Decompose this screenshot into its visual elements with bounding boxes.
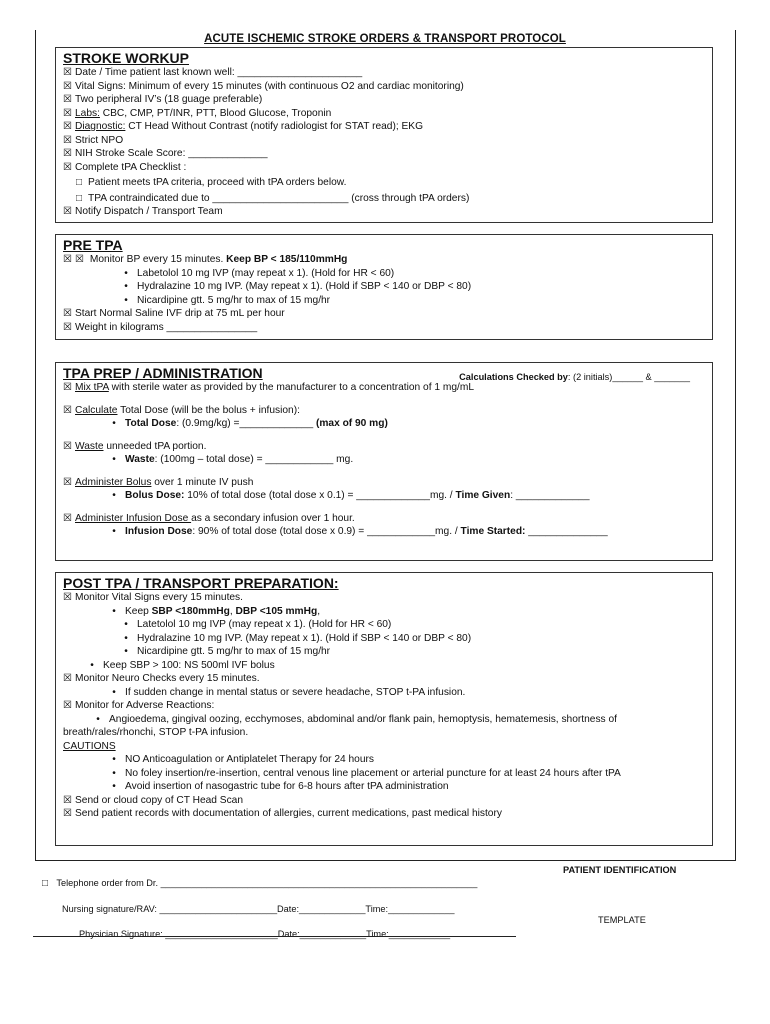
- vital-signs: Vital Signs: Minimum of every 15 minutes (with continuous O2 and cardiac monitoring): [75, 80, 464, 92]
- checkbox-icon[interactable]: ☒: [63, 794, 72, 806]
- checkbox-icon[interactable]: ☒: [75, 254, 84, 265]
- physician-signature[interactable]: Physician Signature: ______________________Date:_____________Time:____________: [79, 929, 451, 939]
- nicardipine: Nicardipine gtt. 5 mg/hr to max of 15 mg/hr: [137, 294, 331, 306]
- time-given-label: Time Given: [455, 490, 511, 501]
- mix-tpa-text: with sterile water as provided by the manufacturer to a concentration of 1 mg/mL: [108, 382, 475, 393]
- post-tpa-heading: POST TPA / TRANSPORT PREPARATION:: [63, 575, 339, 591]
- monitor-bp: Monitor BP every 15 minutes.: [89, 254, 227, 265]
- checkbox-icon[interactable]: ☒: [63, 321, 72, 333]
- checkbox-icon[interactable]: ☒: [63, 382, 72, 393]
- tpa-checklist: Complete tPA Checklist :: [75, 161, 187, 173]
- bolus-text: over 1 minute IV push: [151, 476, 254, 488]
- last-known-well: Date / Time patient last known well: ______________________: [75, 67, 363, 78]
- peripheral-ivs: Two peripheral IV’s (18 guage preferable): [75, 94, 263, 105]
- checkbox-icon[interactable]: ☒: [63, 808, 72, 819]
- post-tpa-section: POST TPA / TRANSPORT PREPARATION: ☒ Monitor Vital Signs every 15 minutes. • Keep SBP <180mmHg, DBP <105 mmHg, • Latetolol 10 mg IVP (may repeat x 1). (Hold for HR < 60) • Hydralazine 10 mg IVP. (May repeat x 1). (Hold if SBP < 140 or DBP < 80) • Nicardipine gtt. 5 mg/hr to max of 15 mg/hr • Keep SBP > 100: NS 500ml IVF bolus ☒ Monitor Neuro Checks every 15 minutes. • If sudden change in mental status or severe headache, STOP t-PA infusion. ☒ Monitor for Adverse Reactions: • Angioedema, gingival oozing, ecchymoses, abdominal and/or flank pain, hemoptysis, hematemesis, shortness of breath/rales/rhonchi, STOP t-PA infusion. CAUTIONS • NO Anticoagulation or Antiplatelet Therapy for 24 hours • No foley insertion/re-insertion, central venous line placement or arterial puncture for at least 24 hours after tPA • Avoid insertion of nasogastric tube for 6-8 hours after tPA administration ☒ Send or cloud copy of CT Head Scan ☒ Send patient records with documentation of allergies, current medications, past medical history: [55, 572, 713, 846]
- waste-line: : (100mg – total dose) = ____________ mg.: [154, 454, 354, 465]
- tpa-admin-heading: TPA PREP / ADMINISTRATION: [63, 365, 263, 381]
- bolus-dose-line: 10% of total dose (total dose x 0.1) = _____________mg. /: [184, 490, 456, 501]
- post-nicardipine: Nicardipine gtt. 5 mg/hr to max of 15 mg/hr: [137, 646, 331, 657]
- strict-npo: Strict NPO: [75, 134, 124, 146]
- time-given-line: : _____________: [510, 490, 590, 501]
- waste-text: unneeded tPA portion.: [103, 440, 207, 452]
- calculate-text: Total Dose (will be the bolus + infusion):: [117, 404, 300, 416]
- caution-ng-tube: Avoid insertion of nasogastric tube for 6-8 hours after tPA administration: [125, 781, 449, 792]
- empty-checkbox-icon[interactable]: □: [76, 192, 83, 204]
- bolus-dose-label: Bolus Dose:: [125, 490, 185, 501]
- checkbox-icon[interactable]: ☒: [63, 121, 72, 132]
- checkbox-icon[interactable]: ☒: [63, 161, 72, 173]
- labs-text: CBC, CMP, PT/INR, PTT, Blood Glucose, Troponin: [99, 107, 332, 119]
- max-dose: (max of 90 mg): [315, 418, 388, 429]
- diagnostic-text: CT Head Without Contrast (notify radiologist for STAT read); EKG: [125, 121, 424, 132]
- checkbox-icon[interactable]: ☒: [63, 107, 72, 119]
- post-labetolol: Latetolol 10 mg IVP (may repeat x 1). (Hold for HR < 60): [137, 619, 392, 630]
- labetolol: Labetolol 10 mg IVP (may repeat x 1). (Hold for HR < 60): [137, 267, 395, 279]
- keep-dbp: DBP <105 mmHg: [235, 605, 318, 617]
- pre-tpa-heading: PRE TPA: [63, 237, 123, 253]
- neuro-stop: If sudden change in mental status or severe headache, STOP t-PA infusion.: [125, 686, 466, 698]
- keep-bp: Keep BP < 185/110mmHg: [226, 254, 348, 265]
- checkbox-icon[interactable]: ☒: [63, 67, 72, 78]
- hydralazine: Hydralazine 10 mg IVP. (May repeat x 1). (Hold if SBP < 140 or DBP < 80): [137, 281, 472, 292]
- infusion-dose-line: : 90% of total dose (total dose x 0.9) = ____________mg. /: [192, 526, 461, 537]
- checkbox-icon[interactable]: ☒: [63, 592, 72, 603]
- time-started-line: ______________: [525, 526, 608, 537]
- waste-label: Waste: [75, 440, 104, 452]
- checkbox-icon[interactable]: ☒: [63, 148, 72, 159]
- total-dose-label: Total Dose: [125, 418, 177, 429]
- checkbox-icon[interactable]: ☒: [63, 673, 72, 684]
- tpa-criteria-met: Patient meets tPA criteria, proceed with tPA orders below.: [88, 177, 347, 188]
- send-ct: Send or cloud copy of CT Head Scan: [75, 794, 244, 806]
- adverse-reactions: Monitor for Adverse Reactions:: [75, 700, 215, 711]
- checkbox-icon[interactable]: ☒: [63, 700, 72, 711]
- send-records: Send patient records with documentation of allergies, current medications, past medical history: [75, 808, 502, 819]
- weight-kg: Weight in kilograms ________________: [75, 321, 258, 333]
- checkbox-icon[interactable]: ☒: [63, 440, 72, 452]
- nursing-signature[interactable]: Nursing signature/RAV: _______________________Date:_____________Time:_____________: [62, 904, 455, 914]
- checkbox-icon[interactable]: ☒: [63, 308, 72, 319]
- keep-sbp: SBP <180mmHg: [151, 605, 230, 617]
- mix-tpa-label: Mix tPA: [75, 382, 109, 393]
- caution-foley: No foley insertion/re-insertion, central venous line placement or arterial puncture for at least 24 hours after tPA: [125, 767, 621, 779]
- infusion-label: Administer Infusion Dose: [75, 512, 192, 524]
- page-title: ACUTE ISCHEMIC STROKE ORDERS & TRANSPORT PROTOCOL: [204, 33, 566, 45]
- checkbox-icon[interactable]: ☒: [63, 134, 72, 146]
- labs-label: Labs:: [75, 107, 100, 119]
- tpa-contraindicated: TPA contraindicated due to ________________________ (cross through tPA orders): [88, 192, 470, 204]
- checkbox-icon[interactable]: ☒: [63, 512, 72, 524]
- pre-tpa-section: PRE TPA ☒ ☒ Monitor BP every 15 minutes. Keep BP < 185/110mmHg • Labetolol 10 mg IVP (may repeat x 1). (Hold for HR < 60) • Hydralazine 10 mg IVP. (May repeat x 1). (Hold if SBP < 140 or DBP < 80) • Nicardipine gtt. 5 mg/hr to max of 15 mg/hr ☒ Start Normal Saline IVF drip at 75 mL per hour ☒ Weight in kilograms ________________: [55, 234, 713, 340]
- waste-bold: Waste: [125, 454, 155, 465]
- total-dose-line: : (0.9mg/kg) =_____________: [176, 418, 316, 429]
- empty-checkbox-icon[interactable]: □: [76, 177, 83, 188]
- post-hydralazine: Hydralazine 10 mg IVP. (May repeat x 1). (Hold if SBP < 140 or DBP < 80): [137, 632, 472, 644]
- caution-anticoagulation: NO Anticoagulation or Antiplatelet Therapy for 24 hours: [125, 754, 374, 765]
- checkbox-icon[interactable]: ☒: [63, 206, 72, 217]
- adverse-list-cont: breath/rales/rhonchi, STOP t-PA infusion.: [63, 727, 249, 738]
- stroke-workup-heading: STROKE WORKUP: [63, 50, 189, 66]
- nih-score: NIH Stroke Scale Score: ______________: [75, 148, 268, 159]
- tpa-admin-section: TPA PREP / ADMINISTRATION Calculations Checked by: (2 initials)______ & _______ ☒ Mix tPA with sterile water as provided by the manufacturer to a concentration of 1 mg/mL ☒ Calculate Total Dose (will be the bolus + infusion): • Total Dose: (0.9mg/kg) =_____________ (max of 90 mg) ☒ Waste unneeded tPA portion. • Waste: (100mg – total dose) = ____________ mg. ☒ Administer Bolus over 1 minute IV push • Bolus Dose: 10% of total dose (total dose x 0.1) = _____________mg. / Time Given: _____________ ☒ Administer Infusion Dose as a secondary infusion over 1 hour. • Infusion Dose: 90% of total dose (total dose x 0.9) = ____________mg. / Time Started: ______________: [55, 362, 713, 561]
- diagnostic-label: Diagnostic:: [75, 121, 126, 132]
- checkbox-icon[interactable]: ☒: [63, 404, 72, 416]
- telephone-order: □ Telephone order from Dr. ______________________________________________________________: [42, 878, 478, 889]
- patient-identification: PATIENT IDENTIFICATION: [563, 865, 677, 875]
- calculations-checked: Calculations Checked by: (2 initials)______ & _______: [459, 372, 690, 382]
- empty-checkbox-icon[interactable]: □: [42, 878, 49, 889]
- footer-divider: [33, 936, 516, 937]
- notify-dispatch: Notify Dispatch / Transport Team: [75, 206, 223, 217]
- infusion-text: as a secondary infusion over 1 hour.: [191, 512, 355, 524]
- checkbox-icon[interactable]: ☒: [63, 476, 72, 488]
- time-started-label: Time Started:: [460, 526, 526, 537]
- bolus-label: Administer Bolus: [75, 476, 152, 488]
- infusion-dose-label: Infusion Dose: [125, 526, 193, 537]
- calculate-label: Calculate: [75, 404, 118, 416]
- checkbox-icon[interactable]: ☒: [63, 94, 72, 105]
- neuro-checks: Monitor Neuro Checks every 15 minutes.: [75, 673, 260, 684]
- stroke-workup-section: [55, 47, 713, 223]
- monitor-vitals: Monitor Vital Signs every 15 minutes.: [75, 592, 243, 603]
- template-label: TEMPLATE: [598, 915, 646, 925]
- adverse-list: Angioedema, gingival oozing, ecchymoses, abdominal and/or flank pain, hemoptysis, hematemesis, shortness of: [109, 713, 617, 725]
- normal-saline: Start Normal Saline IVF drip at 75 mL per hour: [75, 308, 285, 319]
- checkbox-icon[interactable]: ☒: [63, 80, 72, 92]
- keep-sbp-100: Keep SBP > 100: NS 500ml IVF bolus: [103, 659, 275, 671]
- checkbox-icon[interactable]: ☒: [63, 254, 72, 265]
- cautions-heading: CAUTIONS: [63, 740, 116, 752]
